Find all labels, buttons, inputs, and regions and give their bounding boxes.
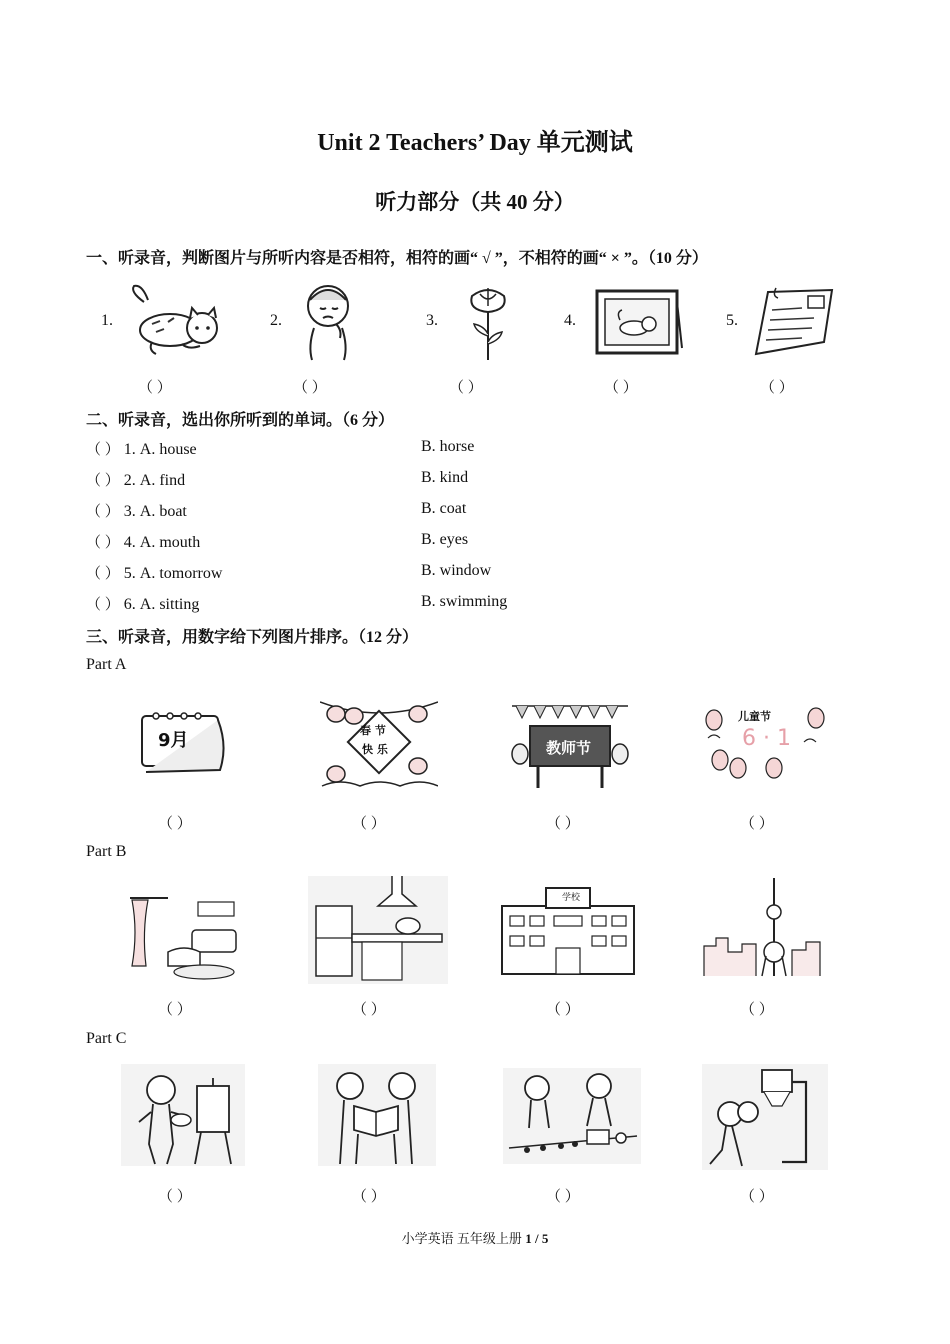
page-total: 5 [541,1231,549,1246]
answer-blank[interactable]: （ ） [86,473,120,489]
part-b-label: Part B [86,843,127,860]
flower-icon [460,282,516,362]
question-row [86,500,187,521]
living-room-icon [128,892,238,982]
part-c-label: Part C [86,1030,127,1047]
answer-blank[interactable]: （ ） [158,1002,192,1018]
spring-text-2: 快 乐 [362,743,388,756]
answer-blank[interactable]: （ ） [604,380,638,396]
answer-blank[interactable]: （ ） [138,380,172,396]
playing-blocks-icon [503,1068,641,1164]
calendar-label: 9月 [158,730,189,751]
option-b: B. window [421,562,492,579]
option-a: 2. A. find [123,472,186,489]
answer-blank[interactable]: （ ） [86,535,120,551]
option-a: 3. A. boat [123,503,187,520]
item-number: 1. [101,312,113,329]
footer-text: 小学英语 五年级上册 [401,1231,526,1246]
option-b: B. horse [421,438,475,455]
childrens-day-text: 儿童节 [738,710,771,723]
part-a-label: Part A [86,656,127,673]
question-row [86,593,199,614]
answer-blank[interactable]: （ ） [86,597,120,613]
answer-blank[interactable]: （ ） [740,1189,774,1205]
school-sign: 学校 [562,893,581,903]
kitchen-icon [308,876,448,984]
page-separator: / [531,1231,542,1246]
question-row [86,438,197,459]
answer-blank[interactable]: （ ） [86,442,120,458]
item-number: 4. [564,312,576,329]
section-subtitle: 听力部分（共 40 分） [375,190,575,214]
page-title: Unit 2 Teachers’ Day 单元测试 [317,130,633,156]
reading-boys-icon [318,1064,436,1166]
spring-text-1: 春 节 [360,724,386,737]
answer-blank[interactable]: （ ） [546,816,580,832]
answer-blank[interactable]: （ ） [352,1189,386,1205]
option-a: 6. A. sitting [123,596,200,613]
option-b: B. eyes [421,531,469,548]
photo-frame-icon [594,288,684,356]
option-a: 5. A. tomorrow [123,565,223,582]
question-row [86,469,185,490]
answer-blank[interactable]: （ ） [86,504,120,520]
option-b: B. coat [421,500,467,517]
option-a: 1. A. house [123,441,197,458]
question-row [86,531,200,552]
answer-blank[interactable]: （ ） [352,816,386,832]
teachers-day-text: 教师节 [546,739,592,757]
answer-blank[interactable]: （ ） [293,380,327,396]
crying-child-icon [296,280,360,362]
option-a: 4. A. mouth [123,534,201,551]
item-number: 5. [726,312,738,329]
item-number: 3. [426,312,438,329]
answer-blank[interactable]: （ ） [86,566,120,582]
section1-heading: 一、听录音，判断图片与所听内容是否相符，相符的画“ √ ”，不相符的画“ × ”。（10 分） [86,250,708,267]
question-row [86,562,222,583]
answer-blank[interactable]: （ ） [449,380,483,396]
answer-blank[interactable]: （ ） [352,1002,386,1018]
answer-blank[interactable]: （ ） [760,380,794,396]
section3-heading: 三、听录音，用数字给下列图片排序。（12 分） [86,629,419,646]
basketball-icon [702,1064,828,1170]
answer-blank[interactable]: （ ） [158,1189,192,1205]
answer-blank[interactable]: （ ） [740,816,774,832]
card-icon [752,286,836,358]
painting-boy-icon [121,1064,245,1166]
answer-blank[interactable]: （ ） [546,1189,580,1205]
option-b: B. swimming [421,593,508,610]
section2-heading: 二、听录音，选出你所听到的单词。（6 分） [86,412,395,429]
answer-blank[interactable]: （ ） [740,1002,774,1018]
cat-icon [122,282,222,360]
answer-blank[interactable]: （ ） [158,816,192,832]
childrens-day-date: 6 · 1 [742,726,791,751]
page-footer [0,1228,950,1247]
item-number: 2. [270,312,282,329]
answer-blank[interactable]: （ ） [546,1002,580,1018]
page-number: 1 [525,1231,532,1246]
tv-tower-skyline-icon [702,876,826,980]
option-b: B. kind [421,469,469,486]
